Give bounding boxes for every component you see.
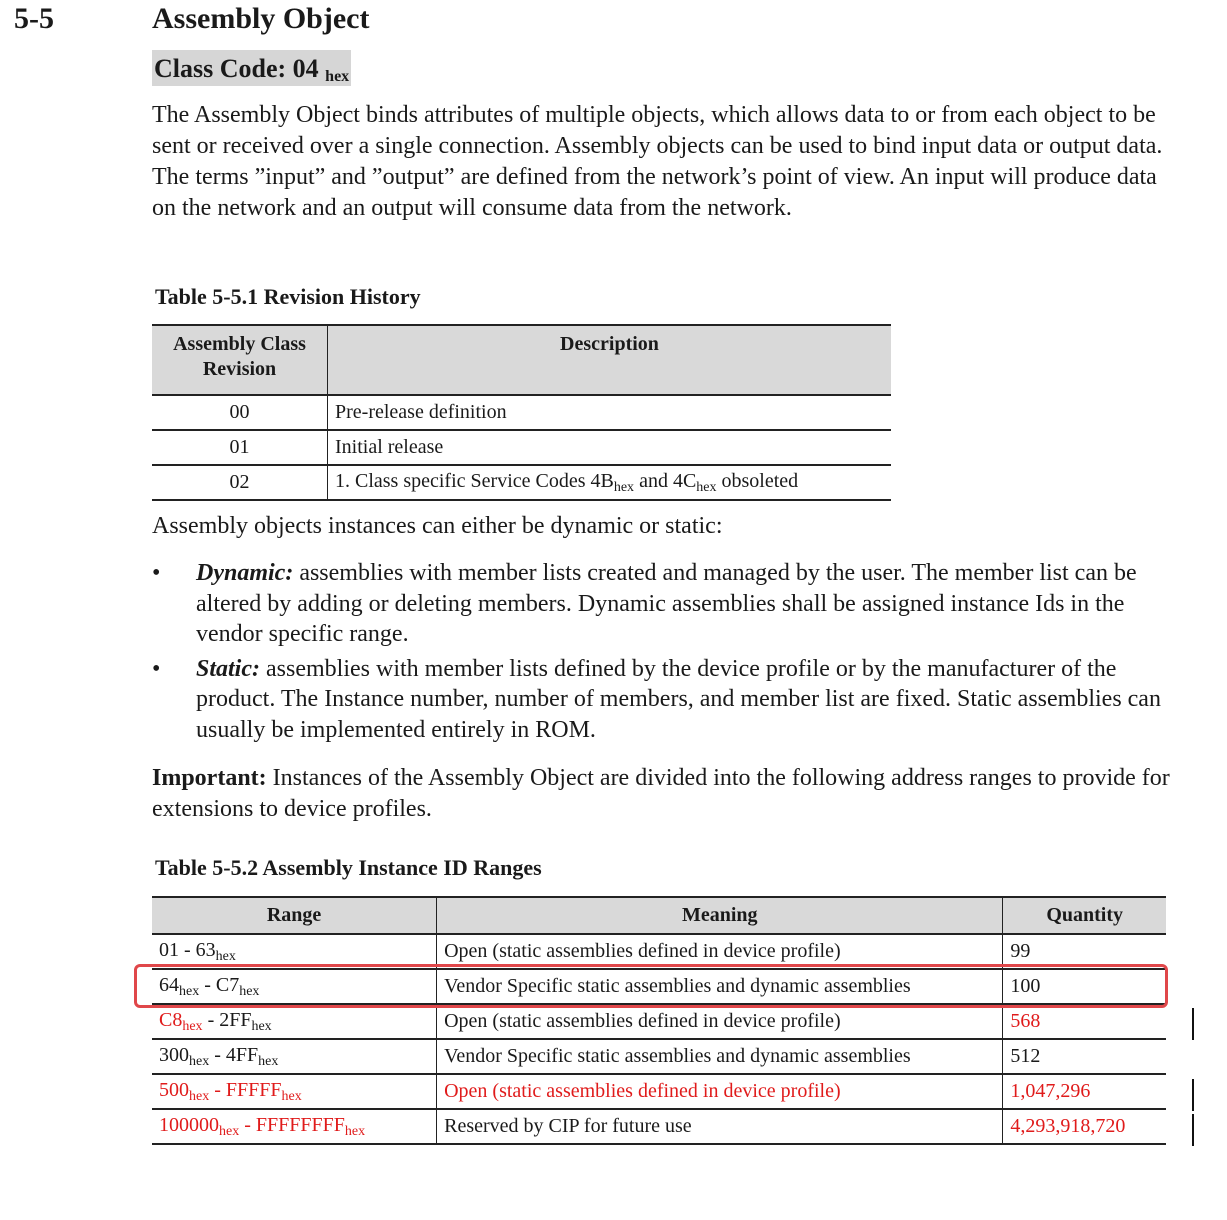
description-cell: 1. Class specific Service Codes $4B_{hex}$ and $4C_{hex}$ obsoleted xyxy=(328,465,892,500)
quantity-cell: 1,047,296 xyxy=(1003,1074,1166,1109)
change-bar xyxy=(1192,1079,1194,1111)
range-cell: $100000_{hex}$ - $FFFFFFFF_{hex}$ xyxy=(152,1109,437,1144)
intro-paragraph: The Assembly Object binds attributes of multiple objects, which allows data to or from each object to be sent or received over a single connection. Assembly objects can be used to bind input data or output data. The terms ”input” and ”output” are defined from the network’s point of view. An input will produce data on the network and an output will consume data from the network. xyxy=(152,102,1163,221)
table-row xyxy=(152,1004,1166,1039)
class-code-label: Class Code: 04 xyxy=(154,54,319,83)
revision-cell: 01 xyxy=(152,430,328,465)
row-highlight-box xyxy=(134,964,1168,1008)
meaning-cell: Open (static assemblies defined in device profile) xyxy=(437,1074,1003,1109)
revision-cell: 02 xyxy=(152,465,328,500)
change-bar xyxy=(1192,1008,1194,1040)
header-meaning: Meaning xyxy=(437,897,1003,934)
important-lead: Important: xyxy=(152,765,267,791)
range-cell: $300_{hex} - 4FF_{hex}$ xyxy=(152,1039,437,1074)
quantity-cell: 4,293,918,720 xyxy=(1003,1109,1166,1144)
quantity-cell: 100 xyxy=(1003,969,1166,1004)
list-item xyxy=(152,654,1182,746)
header-quantity: Quantity xyxy=(1003,897,1166,934)
meaning-cell: Open (static assemblies defined in device profile) xyxy=(437,1004,1003,1039)
instance-id-ranges-table xyxy=(152,896,1166,1145)
header-description: Description xyxy=(328,325,892,395)
meaning-cell: Open (static assemblies defined in device profile) xyxy=(437,934,1003,969)
table-row xyxy=(152,465,891,500)
description-cell: Initial release xyxy=(328,430,892,465)
bullet-icon: • xyxy=(152,655,161,682)
meaning-cell: Vendor Specific static assemblies and dynamic assemblies xyxy=(437,969,1003,1004)
bullet-lead: Static: xyxy=(196,655,260,682)
quantity-cell: 99 xyxy=(1003,934,1166,969)
table-header-row xyxy=(152,325,891,395)
header-assembly-class-revision: Assembly Class Revision xyxy=(152,325,328,395)
range-cell: $64_{hex} - C7_{hex}$ xyxy=(152,969,437,1004)
bullet-icon: • xyxy=(152,560,161,586)
table2-caption: Table 5-5.2 Assembly Instance ID Ranges xyxy=(155,855,542,880)
quantity-cell: 568 xyxy=(1003,1004,1166,1039)
instances-intro: Assembly objects instances can either be dynamic or static: xyxy=(152,513,723,539)
range-cell: $01 - 63_{hex}$ xyxy=(152,934,437,969)
bullet-text: assemblies with member lists created and managed by the user. The member list can be altered by adding or deleting members. Dynamic assemblies shall be assigned instance Ids in the vendor specific range. xyxy=(196,560,1137,647)
quantity-cell: 512 xyxy=(1003,1039,1166,1074)
table1-caption: Table 5-5.1 Revision History xyxy=(155,284,421,309)
range-cell: $500_{hex}$ - $FFFFF_{hex}$ xyxy=(152,1074,437,1109)
header-range: Range xyxy=(152,897,437,934)
class-code-subscript: hex xyxy=(325,68,350,85)
table-header-row xyxy=(152,897,1166,934)
revision-history-table xyxy=(152,324,891,501)
table-row xyxy=(152,1109,1166,1144)
range-cell: $C8_{hex} - 2FF_{hex}$ xyxy=(152,1004,437,1039)
important-paragraph xyxy=(152,763,1172,825)
revision-cell: 00 xyxy=(152,395,328,430)
table-row xyxy=(152,1039,1166,1074)
meaning-cell: Reserved by CIP for future use xyxy=(437,1109,1003,1144)
change-bar xyxy=(1192,1114,1194,1146)
bullet-list xyxy=(152,558,1182,749)
table-row xyxy=(152,430,891,465)
section-title: Assembly Object xyxy=(152,2,370,35)
table-row xyxy=(152,395,891,430)
description-cell: Pre-release definition xyxy=(328,395,892,430)
bullet-text: assemblies with member lists defined by the device profile or by the manufacturer of the product. The Instance number, number of members, and member list are fixed. Static assemblies can usually be implemented entirely in ROM. xyxy=(196,655,1161,743)
table-row xyxy=(152,1074,1166,1109)
list-item xyxy=(152,558,1182,650)
meaning-cell: Vendor Specific static assemblies and dynamic assemblies xyxy=(437,1039,1003,1074)
class-code-heading xyxy=(152,50,351,86)
bullet-lead: Dynamic: xyxy=(196,560,294,586)
important-text: Instances of the Assembly Object are divided into the following address ranges to provide for extensions to device profiles. xyxy=(152,765,1170,822)
section-number: 5-5 xyxy=(14,2,54,35)
